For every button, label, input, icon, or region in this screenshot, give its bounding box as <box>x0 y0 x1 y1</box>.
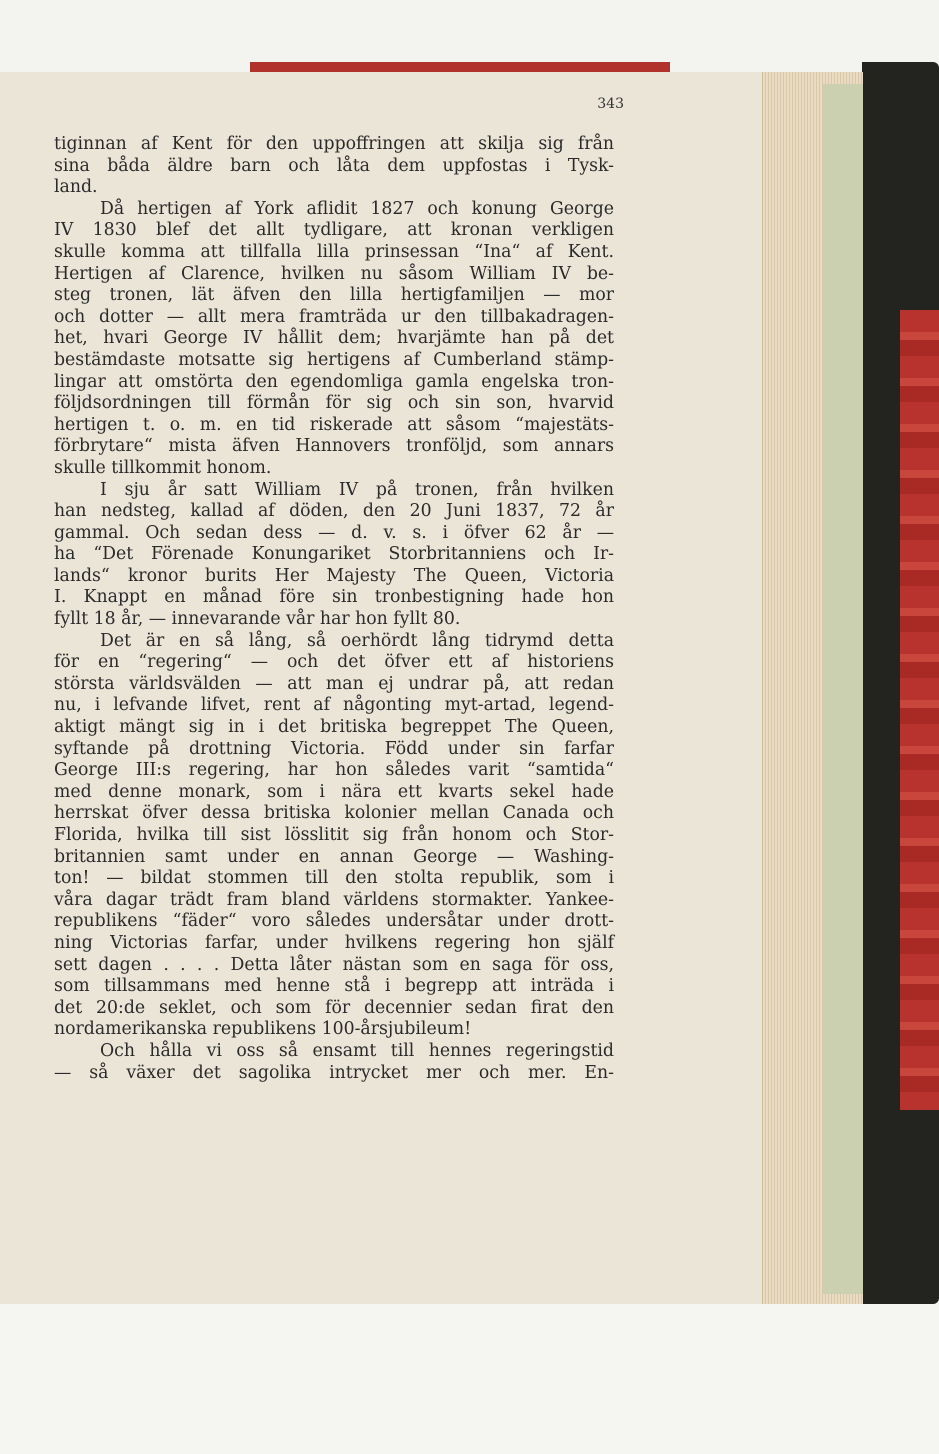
text-line: Det är en så lång, så oerhördt lång tidrymd detta <box>100 630 614 651</box>
text-line: skulle tillkommit honom. <box>54 457 272 478</box>
text-line: syftande på drottning Victoria. Född under sin farfar <box>54 738 614 759</box>
text-line: nordamerikanska republikens 100-årsjubileum! <box>54 1019 472 1040</box>
text-line: tiginnan af Kent för den uppoffringen att skilja sig från <box>54 134 614 154</box>
text-line: IV 1830 blef det allt tydligare, att kronan verkligen <box>54 220 614 241</box>
text-line: det 20:de seklet, och som för decennier sedan firat den <box>54 997 614 1018</box>
text-line: följdsordningen till förmån för sig och sin son, hvarvid <box>54 393 614 414</box>
text-line: fyllt 18 år, — innevarande vår har hon fyllt 80. <box>54 609 461 630</box>
text-line: våra dagar trädt fram bland världens stormakter. Yankee- <box>54 889 614 910</box>
text-line: Och hålla vi oss så ensamt till hennes regeringstid <box>100 1040 614 1061</box>
text-line: ning Victorias farfar, under hvilkens regering hon själf <box>54 932 614 953</box>
text-line: lingar att omstörta den egendomliga gamla engelska tron- <box>54 371 614 392</box>
spine-decoration <box>900 310 939 1110</box>
text-line: bestämdaste motsatte sig hertigens af Cumberland stämp- <box>54 349 614 370</box>
text-line: lands“ kronor burits Her Majesty The Queen, Victoria <box>54 565 614 586</box>
text-line: sett dagen . . . . Detta låter nästan som en saga för oss, <box>54 954 614 975</box>
text-line: ton! — bildat stommen till den stolta republik, som i <box>54 868 614 889</box>
text-line: som tillsammans med henne stå i begrepp att inträda i <box>54 976 614 997</box>
top-binding-strip <box>250 62 670 72</box>
body-text <box>54 134 614 1084</box>
text-line: för en “regering“ — och det öfver ett af historiens <box>54 652 614 673</box>
text-line: I. Knappt en månad före sin tronbestigning hade hon <box>54 587 614 608</box>
text-line: sina båda äldre barn och låta dem uppfostas i Tysk- <box>54 155 614 176</box>
text-line: — så växer det sagolika intrycket mer och mer. En- <box>54 1062 614 1083</box>
text-line: republikens “fäder“ voro således undersåtar under drott- <box>54 911 614 932</box>
text-line: Hertigen af Clarence, hvilken nu såsom William IV be- <box>54 263 614 284</box>
text-line: han nedsteg, kallad af döden, den 20 Juni 1837, 72 år <box>54 501 614 522</box>
text-line: I sju år satt William IV på tronen, från hvilken <box>100 479 614 500</box>
page-number: 343 <box>597 96 624 112</box>
text-line: Florida, hvilka till sist lösslitit sig från honom och Stor- <box>54 825 614 845</box>
scan-background <box>0 1304 939 1454</box>
text-line: land. <box>54 177 98 198</box>
text-line: herrskat öfver dessa britiska kolonier mellan Canada och <box>54 803 614 824</box>
text-line: största världsvälden — att man ej undrar på, att redan <box>54 673 614 694</box>
text-line: och dotter — allt mera framträda ur den tillbakadragen- <box>54 306 614 327</box>
text-line: het, hvari George IV hållit dem; hvarjämte han på det <box>54 328 614 349</box>
page-edges <box>762 72 863 1304</box>
text-line: ha “Det Förenade Konungariket Storbritanniens och Ir- <box>54 544 614 565</box>
text-line: med denne monark, som i nära ett kvarts sekel hade <box>54 781 614 802</box>
text-line: skulle komma att tillfalla lilla prinsessan “Ina“ af Kent. <box>54 241 614 262</box>
text-line: aktigt mängt sig in i det britiska begreppet The Queen, <box>54 717 614 738</box>
page-edges-inner <box>823 84 863 1294</box>
text-line: George III:s regering, har hon således varit “samtida“ <box>54 760 614 781</box>
text-line: nu, i lefvande lifvet, rent af någonting myt-artad, legend- <box>54 695 614 716</box>
text-line: hertigen t. o. m. en tid riskerade att såsom “majestäts- <box>54 414 614 435</box>
text-line: britannien samt under en annan George — Washing- <box>54 846 614 867</box>
text-line: förbrytare“ mista äfven Hannovers tronföljd, som annars <box>54 436 614 457</box>
text-line: gammal. Och sedan dess — d. v. s. i öfver 62 år — <box>54 522 614 543</box>
text-line: steg tronen, lät äfven den lilla hertigfamiljen — mor <box>54 285 614 306</box>
text-line: Då hertigen af York aflidit 1827 och konung George <box>100 198 614 219</box>
